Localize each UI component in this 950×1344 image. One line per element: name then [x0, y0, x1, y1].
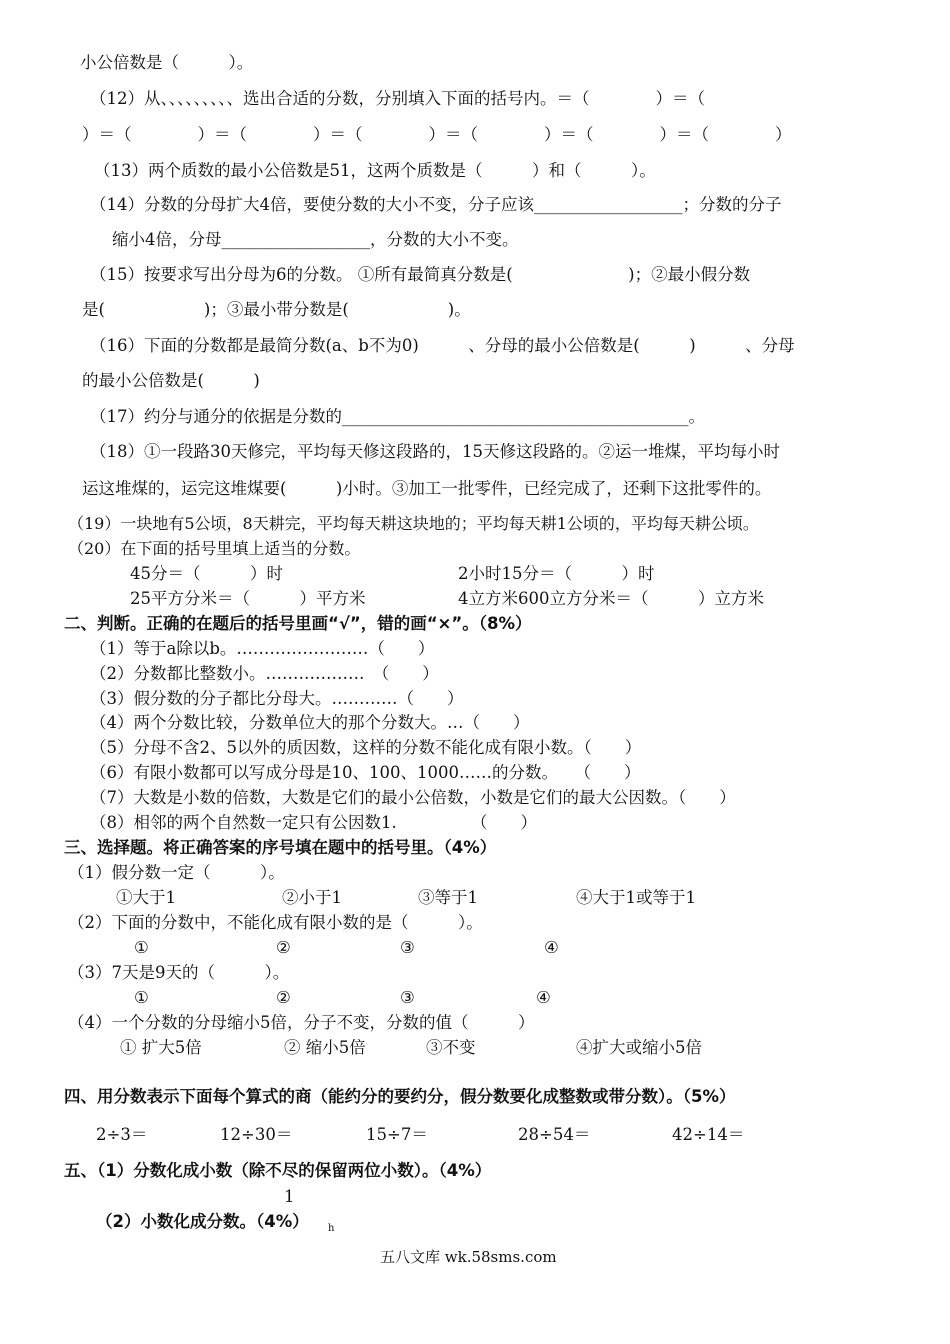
choice-q3-opt-4: ④ [536, 988, 551, 1007]
choice-q1-opt-3: ③等于1 [418, 888, 478, 907]
q16-line2: 的最小公倍数是( ) [82, 371, 260, 390]
q14-line2: 缩小4倍，分母__________________，分数的大小不变。 [112, 230, 519, 249]
choice-q2-opt-2: ② [276, 938, 291, 957]
q20-item-1: 45分＝（ ）时 [130, 564, 283, 583]
q16-line1: （16）下面的分数都是最简分数(a、b不为0) 、分母的最小公倍数是( ) 、分母 [90, 336, 795, 355]
choice-q4-opt-4: ④扩大或缩小5倍 [576, 1038, 702, 1057]
choice-q4-opt-2: ② 缩小5倍 [284, 1038, 366, 1057]
division-item-4: 28÷54＝ [518, 1125, 591, 1144]
footer-watermark: 五八文库 wk.58sms.com [380, 1248, 557, 1266]
section-2-title: 二、判断。正确的在题后的括号里画“√”，错的画“×”。（8%） [64, 614, 532, 633]
q11-tail: 小公倍数是（ ）。 [80, 53, 254, 72]
q20-item-2: 2小时15分＝（ ）时 [458, 564, 655, 583]
q18-line2: 运这堆煤的，运完这堆煤要( )小时。③加工一批零件，已经完成了，还剩下这批零件的。 [82, 479, 772, 498]
choice-q1-opt-1: ①大于1 [116, 888, 176, 907]
q12-line1: （12）从、、、、、、、、、选出合适的分数，分别填入下面的括号内。＝（ ）＝（ [90, 89, 705, 108]
q15-line1: （15）按要求写出分母为6的分数。 ①所有最简真分数是( )；②最小假分数 [90, 265, 751, 284]
choice-q2-opt-1: ① [134, 938, 149, 957]
choice-q3-opt-1: ① [134, 988, 149, 1007]
q12-line2: ）＝（ ）＝（ ）＝（ ）＝（ ）＝（ ）＝（ ） [82, 125, 792, 144]
choice-q3-opt-3: ③ [400, 988, 415, 1007]
choice-q2-opt-4: ④ [544, 938, 559, 957]
stray-digit: 1 [284, 1187, 295, 1206]
choice-q4: （4）一个分数的分母缩小5倍，分子不变，分数的值（ ） [68, 1013, 535, 1032]
choice-q2: （2）下面的分数中，不能化成有限小数的是（ ）。 [68, 913, 483, 932]
choice-q1: （1）假分数一定（ ）。 [68, 863, 285, 882]
judge-item-3: （3）假分数的分子都比分母大。…………（ ） [90, 689, 464, 708]
choice-q1-opt-4: ④大于1或等于1 [576, 888, 696, 907]
section-5-sub-2: （2）小数化成分数。（4%） [96, 1212, 309, 1231]
division-item-2: 12÷30＝ [220, 1125, 293, 1144]
q19: （19）一块地有5公顷，8天耕完，平均每天耕这块地的；平均每天耕1公顷的，平均每天耕公顷。 [68, 514, 759, 533]
judge-item-1: （1）等于a除以b。……………………（ ） [90, 639, 435, 658]
q20-item-4: 4立方米600立方分米＝（ ）立方米 [458, 589, 764, 608]
division-item-5: 42÷14＝ [672, 1125, 745, 1144]
q20-item-3: 25平方分米＝（ ）平方米 [130, 589, 366, 608]
choice-q4-opt-1: ① 扩大5倍 [120, 1038, 202, 1057]
judge-item-7: （7）大数是小数的倍数，大数是它们的最小公倍数，小数是它们的最大公因数。（ ） [90, 788, 736, 807]
choice-q1-opt-2: ②小于1 [282, 888, 342, 907]
judge-item-6: （6）有限小数都可以写成分母是10、100、1000……的分数。 （ ） [90, 763, 641, 782]
choice-q4-opt-3: ③不变 [426, 1038, 476, 1057]
choice-q2-opt-3: ③ [400, 938, 415, 957]
q14-line1: （14）分数的分母扩大4倍，要使分数的大小不变，分子应该__________________；分数的分子 [90, 195, 782, 214]
choice-q3-opt-2: ② [276, 988, 291, 1007]
q15-line2: 是( )；③最小带分数是( )。 [82, 300, 471, 319]
judge-item-5: （5）分母不含2、5以外的质因数，这样的分数不能化成有限小数。（ ） [90, 738, 642, 757]
q18-line1: （18）①一段路30天修完，平均每天修这段路的，15天修这段路的。②运一堆煤，平均每小时 [90, 442, 780, 461]
judge-item-2: （2）分数都比整数小。……………… （ ） [90, 664, 439, 683]
section-3-title: 三、选择题。将正确答案的序号填在题中的括号里。（4%） [64, 838, 497, 857]
choice-q3: （3）7天是9天的（ ）。 [68, 963, 290, 982]
division-item-1: 2÷3＝ [96, 1125, 148, 1144]
judge-item-4: （4）两个分数比较，分数单位大的那个分数大。…（ ） [90, 713, 530, 732]
stray-mark: h [328, 1223, 335, 1234]
section-4-title: 四、用分数表示下面每个算式的商（能约分的要约分，假分数要化成整数或带分数）。（5%） [64, 1087, 736, 1106]
section-5-title: 五、（1）分数化成小数（除不尽的保留两位小数）。（4%） [64, 1161, 492, 1180]
q13: （13）两个质数的最小公倍数是51，这两个质数是（ ）和（ ）。 [94, 161, 656, 180]
q20: （20）在下面的括号里填上适当的分数。 [68, 539, 361, 558]
division-item-3: 15÷7＝ [366, 1125, 428, 1144]
judge-item-8: （8）相邻的两个自然数一定只有公因数1. （ ） [90, 813, 537, 832]
q17: （17）约分与通分的依据是分数的__________________________________________。 [90, 407, 705, 426]
